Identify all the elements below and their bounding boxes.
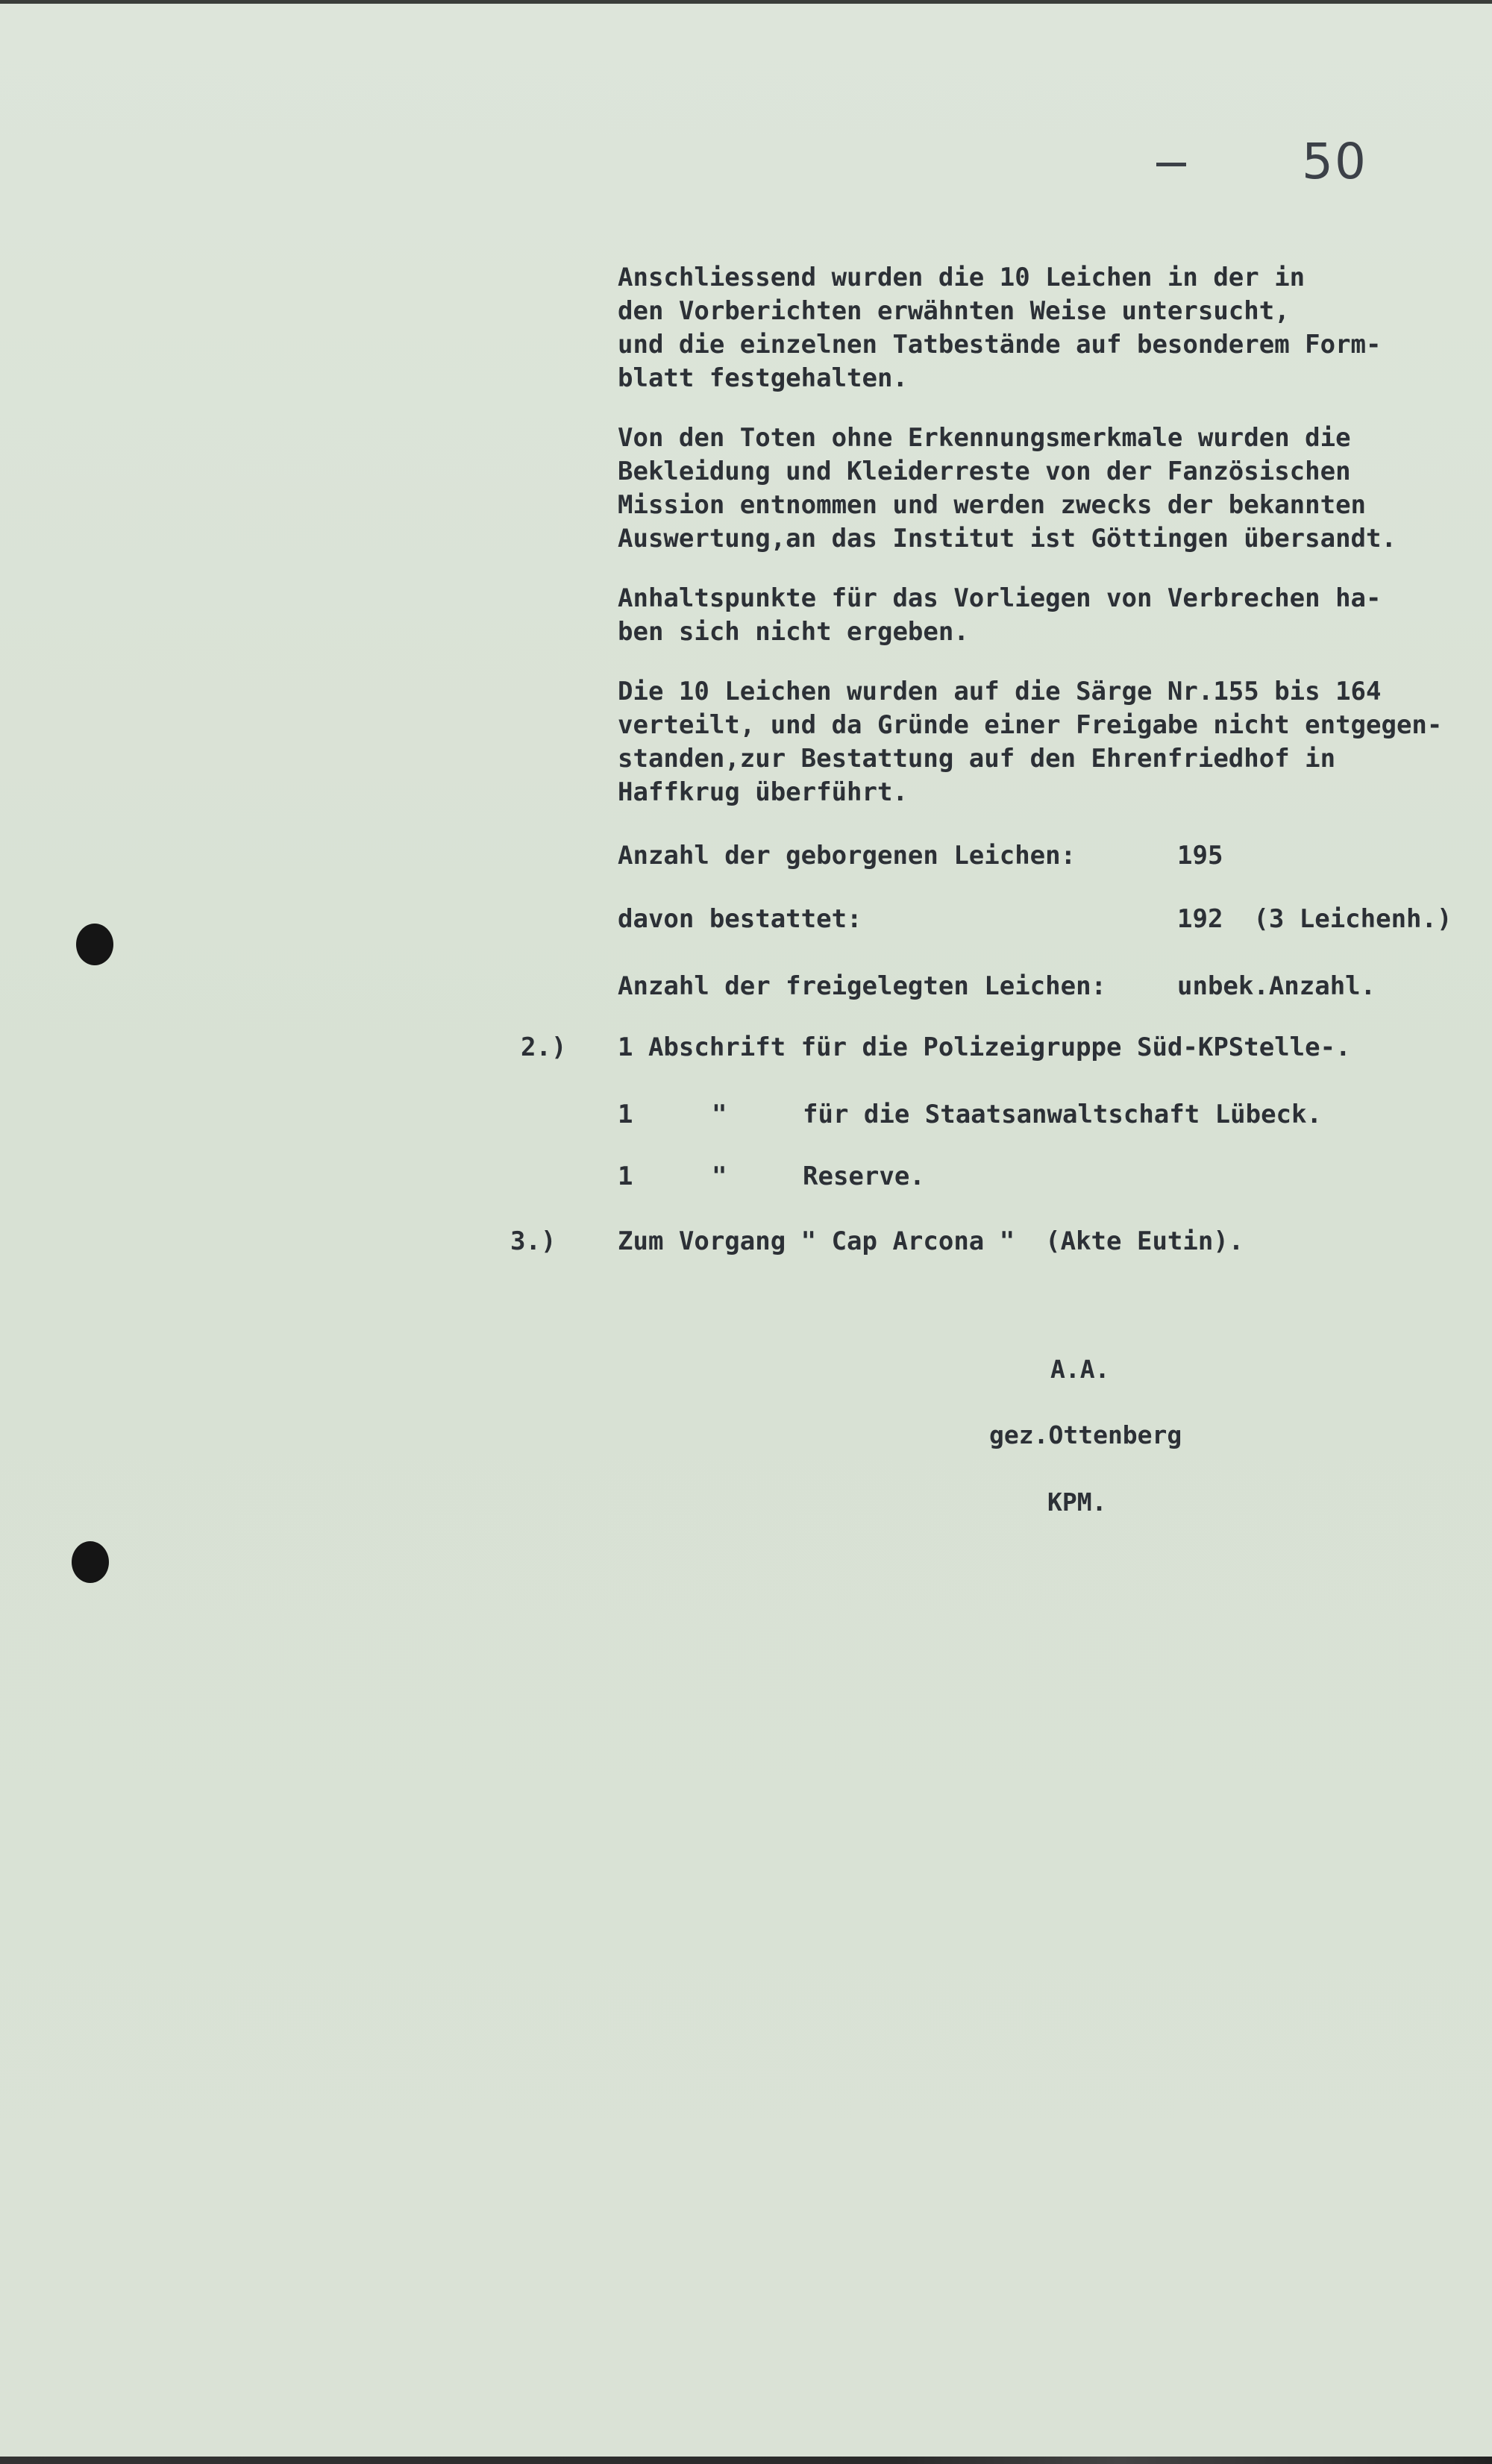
paragraph-line: Auswertung,an das Institut ist Göttingen übersandt.: [618, 524, 1397, 554]
punch-hole-top: [76, 924, 113, 965]
stat-value: 192 (3 Leichenh.): [1177, 904, 1452, 934]
item-2-number: 2.): [521, 1032, 567, 1062]
paragraph-1: [618, 261, 1453, 395]
paragraph-line: Anschliessend wurden die 10 Leichen in der in: [618, 263, 1306, 292]
item-3-number: 3.): [510, 1226, 557, 1256]
paragraph-line: blatt festgehalten.: [618, 363, 908, 393]
paragraph-3: [618, 582, 1453, 649]
item-2-line: 1 Abschrift für die Polizeigruppe Süd-KPStelle-.: [618, 1032, 1351, 1062]
copy-quantity: 1: [618, 1100, 633, 1129]
stat-value: 195: [1177, 841, 1223, 871]
stat-value: unbek.Anzahl.: [1177, 971, 1376, 1001]
paragraph-line: Die 10 Leichen wurden auf die Särge Nr.155 bis 164: [618, 677, 1382, 706]
signature-aa: A.A.: [1050, 1355, 1110, 1384]
paragraph-line: verteilt, und da Gründe einer Freigabe nicht entgegen-: [618, 710, 1443, 740]
page-number-dash: [1156, 163, 1186, 166]
paragraph-line: Anhaltspunkte für das Vorliegen von Verbrechen ha-: [618, 583, 1382, 613]
stat-label: davon bestattet:: [618, 904, 862, 934]
signature-name: gez.Ottenberg: [989, 1420, 1182, 1449]
paragraph-4: [618, 675, 1453, 809]
paragraph-line: ben sich nicht ergeben.: [618, 617, 969, 647]
paragraph-line: Bekleidung und Kleiderreste von der Fanzösischen: [618, 457, 1351, 486]
signature-title: KPM.: [1047, 1488, 1107, 1517]
copy-recipient: Reserve.: [803, 1162, 925, 1191]
paragraph-line: Von den Toten ohne Erkennungsmerkmale wurden die: [618, 423, 1351, 453]
paragraph-line: Haffkrug überführt.: [618, 777, 908, 807]
paragraph-line: standen,zur Bestattung auf den Ehrenfriedhof in: [618, 744, 1336, 774]
copy-quantity: 1: [618, 1162, 633, 1191]
paragraph-2: [618, 421, 1453, 556]
page-number: 50: [1302, 133, 1367, 190]
ditto-mark: ": [712, 1100, 727, 1129]
item-3-line: Zum Vorgang " Cap Arcona " (Akte Eutin).: [618, 1226, 1244, 1256]
paragraph-line: den Vorberichten erwähnten Weise untersucht,: [618, 296, 1290, 326]
punch-hole-bottom: [72, 1541, 109, 1583]
stat-label: Anzahl der freigelegten Leichen:: [618, 971, 1107, 1001]
ditto-mark: ": [712, 1162, 727, 1191]
paragraph-line: und die einzelnen Tatbestände auf besonderem Form-: [618, 330, 1382, 360]
paragraph-line: Mission entnommen und werden zwecks der bekannten: [618, 490, 1367, 520]
copy-recipient: für die Staatsanwaltschaft Lübeck.: [803, 1100, 1322, 1129]
stat-label: Anzahl der geborgenen Leichen:: [618, 841, 1076, 871]
